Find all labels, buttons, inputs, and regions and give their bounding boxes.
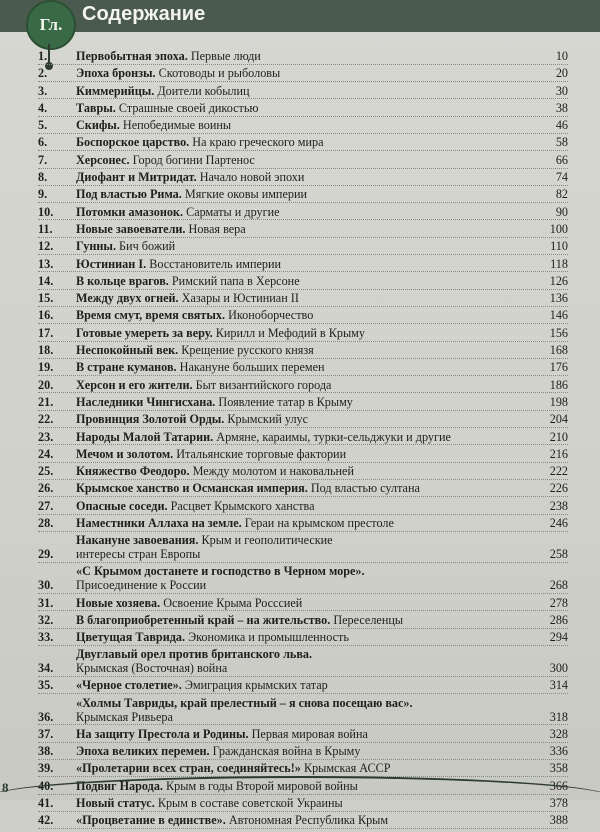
- toc-entry-page: 318: [549, 709, 568, 724]
- toc-entry-title-regular: Бич божий: [116, 239, 176, 254]
- toc-entry-page: 118: [550, 256, 568, 271]
- toc-entry-page: 238: [549, 498, 568, 513]
- toc-entry-number: 37.: [38, 726, 54, 741]
- toc-entry-number: 23.: [38, 429, 54, 444]
- toc-row: [38, 119, 568, 134]
- toc-entry-number: 18.: [38, 343, 54, 358]
- toc-entry-number: 36.: [38, 709, 54, 724]
- toc-entry-title-regular: Быт византийского города: [192, 377, 332, 392]
- toc-row: [38, 171, 568, 186]
- toc-row: [38, 500, 568, 515]
- toc-entry-title-regular: Иконоборчество: [225, 308, 314, 323]
- toc-entry-page: 110: [550, 239, 568, 254]
- toc-entry-title-bold: Первобытная эпоха.: [76, 49, 188, 63]
- toc-entry-number: 40.: [38, 778, 54, 793]
- toc-entry-title: [76, 344, 534, 358]
- toc-entry-number: 10.: [38, 204, 54, 219]
- toc-entry-number: 26.: [38, 481, 54, 496]
- toc-entry-title-bold: Наследники Чингисхана.: [76, 394, 216, 409]
- toc-entry-title-line2: Крымская Ривьера: [76, 709, 173, 724]
- toc-entry-number: 16.: [38, 308, 54, 323]
- toc-entry-title-regular: Крым и геополитические: [198, 533, 333, 548]
- toc-entry-page: 246: [549, 516, 568, 531]
- toc-entry-title: [76, 171, 534, 185]
- toc-row: [38, 223, 568, 238]
- toc-entry-title: [76, 136, 534, 150]
- toc-entry-title-regular: Кирилл и Мефодий в Крыму: [212, 325, 365, 340]
- toc-row: [38, 648, 568, 677]
- footer-page-number: 8: [2, 780, 9, 795]
- toc-entry-page: 366: [549, 778, 568, 793]
- toc-row: [38, 413, 568, 428]
- toc-entry-title: [76, 154, 534, 168]
- toc-entry-page: 258: [549, 547, 568, 562]
- toc-entry-number: 31.: [38, 595, 54, 610]
- toc-row: [38, 344, 568, 359]
- toc-entry-title-bold: Эпоха великих перемен.: [76, 744, 210, 759]
- toc-entry-title-line2: Присоединение к России: [76, 578, 207, 593]
- toc-entry-title-regular: Сарматы и другие: [183, 204, 280, 219]
- toc-entry-number: 20.: [38, 377, 54, 392]
- toc-entry-title-regular: Эмиграция крымских татар: [181, 678, 328, 693]
- toc-entry-title-regular: Крымский улус: [224, 412, 309, 427]
- toc-entry-title-regular: Расцвет Крымского ханства: [167, 498, 315, 513]
- toc-entry-title-regular: Крым в годы Второй мировой войны: [162, 778, 358, 793]
- toc-entry-title-bold: Диофант и Митридат.: [76, 170, 197, 185]
- toc-entry-page: 168: [549, 343, 568, 358]
- toc-entry-title-regular: Начало новой эпохи: [196, 170, 305, 185]
- toc-entry-title-regular: Первые люди: [187, 49, 261, 63]
- toc-entry-number: 32.: [38, 612, 54, 627]
- toc-entry-title-regular: Хазары и Юстиниан II: [178, 291, 299, 306]
- toc-entry-page: 126: [549, 273, 568, 288]
- toc-row: [38, 482, 568, 497]
- toc-entry-title: [76, 379, 534, 393]
- toc-entry-page: 20: [555, 66, 568, 81]
- toc-entry-number: 25.: [38, 464, 54, 479]
- toc-entry-title-bold: В благоприобретенный край – на жительство.: [76, 612, 331, 627]
- toc-entry-title-regular: Восстановитель империи: [146, 256, 282, 271]
- toc-entry-number: 2.: [38, 66, 48, 81]
- toc-entry-number: 39.: [38, 761, 54, 776]
- toc-entry-title-regular: Накануне больших перемен: [176, 360, 325, 375]
- toc-entry-title-bold: Мечом и золотом.: [76, 446, 174, 461]
- toc-row: [38, 631, 568, 646]
- toc-entry-page: 336: [549, 744, 568, 759]
- toc-entry-number: 22.: [38, 412, 54, 427]
- toc-entry-title-regular: Мягкие оковы империи: [181, 187, 307, 202]
- toc-row: [38, 379, 568, 394]
- toc-row: [38, 292, 568, 307]
- toc-row: [38, 517, 568, 532]
- toc-entry-title-line2: интересы стран Европы: [76, 547, 201, 562]
- toc-entry-number: 42.: [38, 813, 54, 828]
- toc-entry-number: 12.: [38, 239, 54, 254]
- toc-entry-number: 4.: [38, 100, 48, 115]
- toc-row: [38, 67, 568, 82]
- toc-entry-title-bold: Юстиниан I.: [76, 256, 147, 271]
- toc-entry-title: [76, 223, 534, 237]
- toc-entry-title-regular: Автономная Республика Крым: [225, 813, 389, 828]
- toc-entry-page: 294: [549, 630, 568, 645]
- toc-entry-title: [76, 728, 534, 742]
- toc-entry-title-regular: Гераи на крымском престоле: [241, 516, 394, 531]
- toc-entry-page: 74: [555, 170, 568, 185]
- toc-row: [38, 614, 568, 629]
- toc-row: [38, 431, 568, 446]
- toc-entry-title-regular: На краю греческого мира: [189, 135, 324, 150]
- toc-row: [38, 240, 568, 255]
- toc-entry-title: [76, 275, 534, 289]
- toc-row: [38, 396, 568, 411]
- toc-entry-number: 27.: [38, 498, 54, 513]
- toc-entry-page: 136: [549, 291, 568, 306]
- toc-row: [38, 534, 568, 563]
- toc-entry-title-regular: Гражданская война в Крыму: [209, 744, 361, 759]
- toc-entry-title-bold: «Черное столетие».: [76, 678, 182, 693]
- toc-entry-title-line2: Крымская (Восточная) война: [76, 661, 228, 676]
- toc-entry-title-regular: Появление татар в Крыму: [215, 394, 353, 409]
- toc-entry-title: [76, 448, 534, 462]
- toc-entry-page: 388: [549, 813, 568, 828]
- footer-arc: [0, 776, 600, 818]
- toc-row: [38, 258, 568, 273]
- toc-row: [38, 309, 568, 324]
- toc-row: [38, 597, 568, 612]
- toc-row: [38, 102, 568, 117]
- toc-entry-title: [76, 697, 534, 725]
- toc-entry-title-regular: Крещение русского князя: [178, 343, 314, 358]
- toc-entry-page: 46: [555, 118, 568, 133]
- toc-entry-title-bold: В стране куманов.: [76, 360, 177, 375]
- toc-entry-page: 378: [549, 796, 568, 811]
- toc-entry-title: [76, 648, 534, 676]
- toc-entry-title: [76, 85, 534, 99]
- toc-entry-title-bold: Боспорское царство.: [76, 135, 190, 150]
- toc-entry-title: [76, 614, 534, 628]
- toc-entry-title-regular: Город богини Партенос: [129, 152, 255, 167]
- toc-entry-number: 35.: [38, 678, 54, 693]
- toc-entry-title-bold: Народы Малой Татарии.: [76, 429, 214, 444]
- toc-entry-title-regular: Непобедимые воины: [119, 118, 232, 133]
- toc-entry-title: [76, 565, 534, 593]
- chapter-badge-label: Гл.: [39, 15, 63, 34]
- toc-entry-page: 100: [549, 221, 568, 236]
- toc-entry-number: 6.: [38, 135, 48, 150]
- toc-entry-page: 204: [549, 412, 568, 427]
- toc-entry-number: 24.: [38, 446, 54, 461]
- toc-entry-title-bold: Новый статус.: [76, 796, 155, 811]
- toc-entry-title-regular: Армяне, караимы, турки-сельджуки и другие: [213, 429, 451, 444]
- toc-entry-page: 90: [555, 204, 568, 219]
- toc-entry-page: 186: [549, 377, 568, 392]
- toc-entry-number: 9.: [38, 187, 48, 202]
- toc-row: [38, 697, 568, 726]
- toc-entry-title-regular: Страшные своей дикостью: [115, 100, 259, 115]
- toc-entry-title-regular: Крым в составе советской Украины: [154, 796, 343, 811]
- toc-entry-title-bold: Между двух огней.: [76, 291, 179, 306]
- toc-entry-title: [76, 361, 534, 375]
- toc-entry-page: 58: [555, 135, 568, 150]
- toc-entry-title: [76, 762, 534, 776]
- toc-row: [38, 327, 568, 342]
- toc-entry-title: [76, 396, 534, 410]
- toc-entry-page: 156: [549, 325, 568, 340]
- toc-row: [38, 361, 568, 376]
- toc-entry-title: [76, 327, 534, 341]
- toc-entry-number: 38.: [38, 744, 54, 759]
- toc-entry-title-regular: Скотоводы и рыболовы: [155, 66, 281, 81]
- toc-row: [38, 136, 568, 151]
- toc-row: [38, 565, 568, 594]
- toc-entry-page: 328: [549, 726, 568, 741]
- toc-entry-title: [76, 102, 534, 116]
- toc-entry-title-bold: Наместники Аллаха на земле.: [76, 516, 242, 531]
- toc-entry-number: 29.: [38, 547, 54, 562]
- toc-entry-number: 8.: [38, 170, 48, 185]
- toc-entry-title: [76, 597, 534, 611]
- toc-entry-title-bold: Киммерийцы.: [76, 83, 155, 98]
- toc-row: [38, 465, 568, 480]
- toc-entry-title-regular: Римский папа в Херсоне: [168, 273, 300, 288]
- toc-entry-title-bold: Эпоха бронзы.: [76, 66, 156, 81]
- toc-entry-title: [76, 534, 534, 562]
- toc-row: [38, 85, 568, 100]
- toc-entry-title-bold: Двуглавый орел против британского льва.: [76, 647, 313, 662]
- toc-row: [38, 275, 568, 290]
- toc-entry-title-bold: Цветущая Таврида.: [76, 630, 186, 645]
- toc-entry-number: 17.: [38, 325, 54, 340]
- toc-entry-title: [76, 119, 534, 133]
- toc-entry-title-bold: Княжество Феодоро.: [76, 464, 190, 479]
- toc-entry-title-bold: Под властью Рима.: [76, 187, 182, 202]
- toc-entry-title-bold: Время смут, время святых.: [76, 308, 226, 323]
- toc-row: [38, 50, 568, 65]
- toc-entry-number: 30.: [38, 578, 54, 593]
- toc-entry-title-bold: Накануне завоевания.: [76, 533, 199, 548]
- toc-entry-number: 7.: [38, 152, 48, 167]
- toc-entry-page: 66: [555, 152, 568, 167]
- toc-entry-number: 5.: [38, 118, 48, 133]
- toc-entry-number: 41.: [38, 796, 54, 811]
- toc-entry-title-regular: Итальянские торговые фактории: [173, 446, 347, 461]
- toc-entry-number: 33.: [38, 630, 54, 645]
- table-of-contents: [38, 50, 568, 832]
- toc-entry-title-regular: Доители кобылиц: [154, 83, 250, 98]
- toc-entry-title-bold: Херсон и его жители.: [76, 377, 193, 392]
- toc-entry-number: 13.: [38, 256, 54, 271]
- toc-entry-title-bold: «Процветание в единстве».: [76, 813, 226, 828]
- toc-entry-title-regular: Освоение Крыма Росссией: [160, 595, 303, 610]
- toc-entry-title-regular: Переселенцы: [330, 612, 404, 627]
- toc-row: [38, 188, 568, 203]
- toc-entry-title-regular: Экономика и промышленность: [185, 630, 349, 645]
- toc-entry-title: [76, 188, 534, 202]
- toc-entry-number: 19.: [38, 360, 54, 375]
- toc-entry-number: 1.: [38, 49, 48, 63]
- toc-entry-title: [76, 309, 534, 323]
- toc-entry-title: [76, 500, 534, 514]
- toc-entry-page: 358: [549, 761, 568, 776]
- toc-entry-title-bold: «Холмы Тавриды, край прелестный – я снова посещаю вас».: [76, 695, 413, 710]
- toc-entry-title-bold: «С Крымом достанете и господство в Черном море».: [76, 564, 365, 579]
- toc-entry-page: 268: [549, 578, 568, 593]
- toc-entry-title: [76, 206, 534, 220]
- toc-entry-title: [76, 67, 534, 81]
- toc-entry-page: 10: [555, 49, 568, 63]
- toc-entry-title-bold: Гунны.: [76, 239, 116, 254]
- toc-entry-title: [76, 240, 534, 254]
- toc-entry-title: [76, 292, 534, 306]
- toc-entry-page: 82: [555, 187, 568, 202]
- toc-entry-number: 14.: [38, 273, 54, 288]
- toc-entry-title-regular: Между молотом и наковальней: [189, 464, 354, 479]
- toc-entry-title-bold: Крымское ханство и Османская империя.: [76, 481, 308, 496]
- toc-entry-page: 38: [555, 100, 568, 115]
- toc-entry-title-bold: Подвиг Народа.: [76, 778, 163, 793]
- toc-entry-number: 28.: [38, 516, 54, 531]
- toc-row: [38, 154, 568, 169]
- toc-entry-title: [76, 413, 534, 427]
- toc-entry-title-bold: В кольце врагов.: [76, 273, 169, 288]
- toc-entry-title-bold: Скифы.: [76, 118, 120, 133]
- toc-entry-page: 300: [549, 661, 568, 676]
- toc-entry-page: 146: [549, 308, 568, 323]
- toc-entry-title: [76, 431, 534, 445]
- toc-row: [38, 728, 568, 743]
- toc-entry-page: 216: [549, 446, 568, 461]
- toc-entry-title: [76, 465, 534, 479]
- toc-entry-title-regular: Крымская АССР: [300, 761, 391, 776]
- toc-entry-number: 21.: [38, 394, 54, 409]
- toc-entry-title: [76, 679, 534, 693]
- toc-entry-page: 210: [549, 429, 568, 444]
- toc-entry-title-bold: Потомки амазонок.: [76, 204, 184, 219]
- toc-entry-title: [76, 482, 534, 496]
- toc-entry-title-bold: На защиту Престола и Родины.: [76, 726, 249, 741]
- toc-entry-title: [76, 745, 534, 759]
- toc-entry-page: 278: [549, 595, 568, 610]
- toc-entry-title-regular: Первая мировая война: [248, 726, 368, 741]
- toc-entry-number: 3.: [38, 83, 48, 98]
- toc-entry-number: 11.: [38, 221, 53, 236]
- toc-entry-title-bold: Новые завоеватели.: [76, 221, 186, 236]
- toc-entry-title-regular: Под властью султана: [307, 481, 420, 496]
- toc-row: [38, 448, 568, 463]
- toc-entry-title: [76, 517, 534, 531]
- toc-row: [38, 745, 568, 760]
- toc-entry-title: [76, 258, 534, 272]
- toc-entry-title-bold: Опасные соседи.: [76, 498, 168, 513]
- toc-entry-page: 30: [555, 83, 568, 98]
- toc-entry-title-bold: Готовые умереть за веру.: [76, 325, 213, 340]
- toc-entry-title-bold: «Пролетарии всех стран, соединяйтесь!»: [76, 761, 301, 776]
- toc-entry-title: [76, 50, 534, 64]
- toc-row: [38, 679, 568, 694]
- toc-entry-page: 198: [549, 394, 568, 409]
- toc-entry-page: 222: [549, 464, 568, 479]
- toc-entry-title-bold: Провинция Золотой Орды.: [76, 412, 225, 427]
- toc-entry-number: 15.: [38, 291, 54, 306]
- toc-entry-title-bold: Новые хозяева.: [76, 595, 161, 610]
- toc-entry-page: 176: [549, 360, 568, 375]
- toc-row: [38, 206, 568, 221]
- toc-entry-page: 226: [549, 481, 568, 496]
- chapter-badge: [26, 0, 76, 50]
- toc-entry-title-bold: Тавры.: [76, 100, 116, 115]
- toc-entry-title-bold: Неспокойный век.: [76, 343, 179, 358]
- page-title: Содержание: [82, 3, 206, 25]
- toc-entry-title-bold: Херсонес.: [76, 152, 130, 167]
- toc-entry-page: 314: [549, 678, 568, 693]
- toc-entry-title-regular: Новая вера: [185, 221, 246, 236]
- toc-entry-number: 34.: [38, 661, 54, 676]
- toc-entry-title: [76, 631, 534, 645]
- toc-entry-page: 286: [549, 612, 568, 627]
